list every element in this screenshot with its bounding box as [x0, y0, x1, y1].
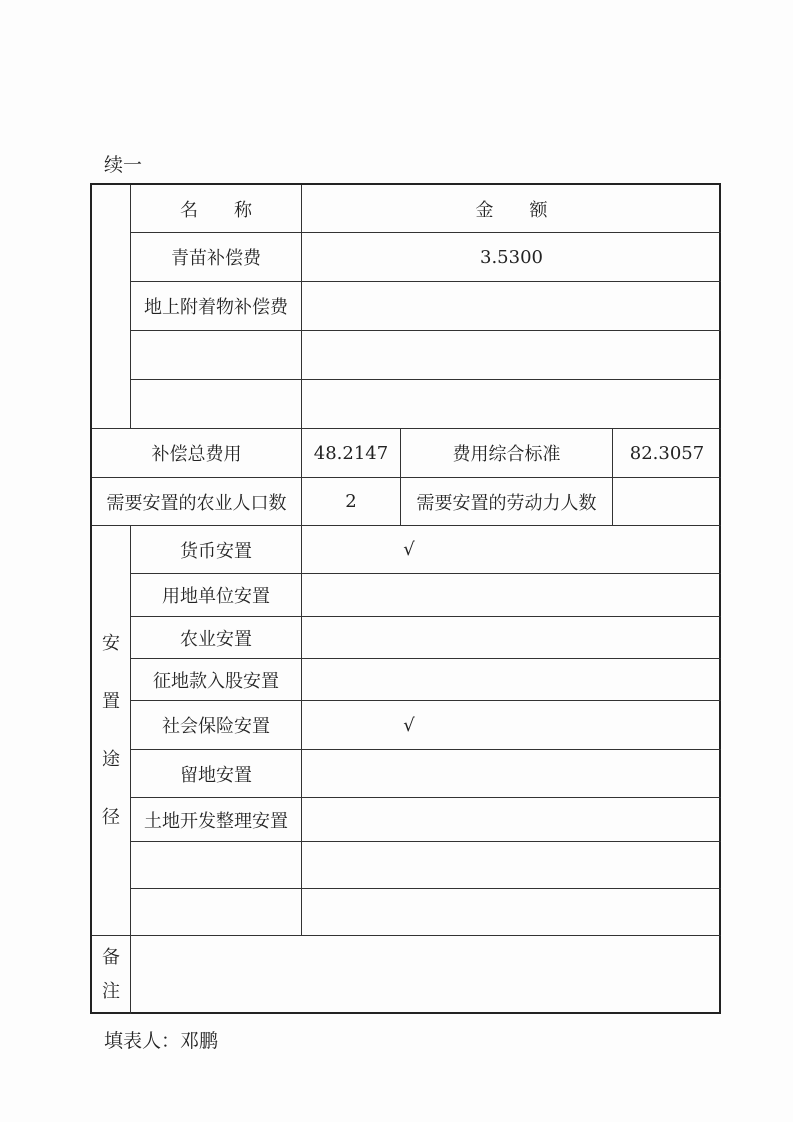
checkmark: √	[403, 539, 415, 560]
agri-population-value: 2	[345, 491, 357, 512]
compensation-form-table	[90, 183, 721, 1014]
method-name	[131, 842, 301, 888]
method-name: 货币安置	[180, 540, 252, 562]
remarks-value	[131, 936, 721, 1014]
item-amount: 3.5300	[480, 246, 543, 268]
checkmark: √	[403, 714, 415, 736]
item-name	[131, 331, 301, 379]
continued-label: 续一	[104, 154, 143, 176]
item-name	[131, 380, 301, 428]
resettlement-label-char: 安	[102, 632, 120, 654]
item-name: 青苗补偿费	[171, 248, 261, 269]
item-amount	[302, 380, 721, 428]
remarks-label-char: 备	[102, 947, 120, 968]
item-name: 地上附着物补偿费	[144, 297, 288, 318]
labor-count-value	[613, 478, 721, 525]
method-name: 征地款入股安置	[153, 670, 279, 692]
resettlement-label-char: 途	[102, 748, 120, 770]
method-name: 留地安置	[180, 764, 252, 786]
filler-label: 填表人：	[104, 1030, 181, 1052]
agri-population-label: 需要安置的农业人口数	[106, 492, 287, 514]
resettlement-label-char: 径	[102, 806, 120, 828]
method-name	[131, 889, 301, 935]
item-amount	[302, 282, 721, 330]
amount-column-header: 金 额	[475, 199, 548, 221]
cost-standard-label: 费用综合标准	[452, 444, 561, 465]
resettlement-methods-label	[92, 526, 130, 935]
resettlement-label-char: 置	[102, 690, 120, 712]
method-name: 社会保险安置	[162, 716, 270, 737]
item-amount	[302, 331, 721, 379]
name-column-header: 名 称	[180, 199, 252, 221]
remarks-label	[92, 936, 130, 1014]
remarks-label-char: 注	[102, 981, 120, 1002]
labor-count-label: 需要安置的劳动力人数	[416, 492, 597, 514]
method-name: 农业安置	[180, 628, 252, 650]
cost-standard-value: 82.3057	[629, 442, 705, 464]
total-cost-value: 48.2147	[313, 442, 389, 464]
form-filler	[104, 1026, 218, 1053]
total-cost-label: 补偿总费用	[151, 444, 242, 465]
method-name: 用地单位安置	[162, 586, 270, 607]
filler-name: 邓鹏	[180, 1030, 219, 1052]
method-name: 土地开发整理安置	[144, 810, 288, 832]
